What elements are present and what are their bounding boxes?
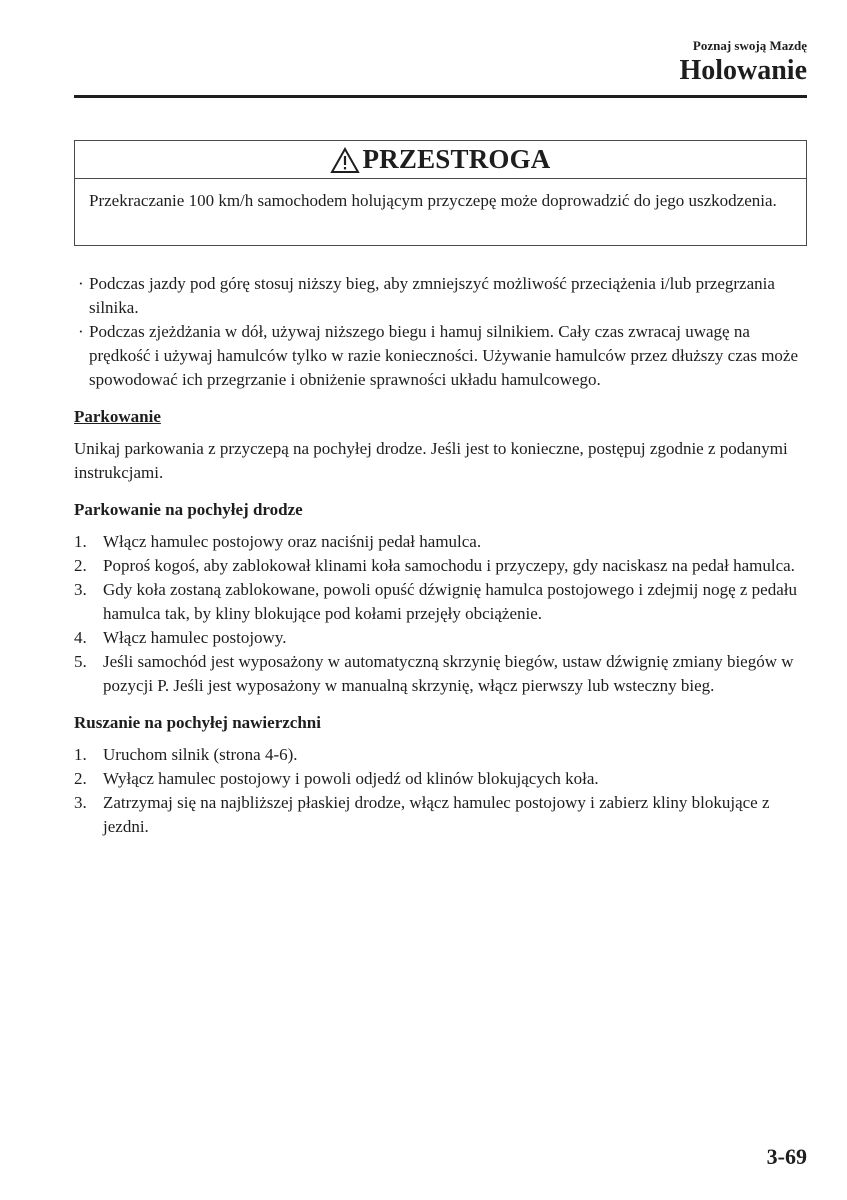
step-number: 2. [74, 556, 87, 575]
step-item [74, 743, 807, 767]
slope-parking-steps [74, 530, 807, 698]
slope-parking-heading: Parkowanie na pochyłej drodze [74, 500, 303, 519]
step-item [74, 767, 807, 791]
chapter-title: Poznaj swoją Mazdę [692, 38, 807, 53]
step-number: 1. [74, 745, 87, 764]
step-number: 3. [74, 580, 87, 599]
step-number: 4. [74, 628, 87, 647]
list-item [74, 320, 807, 392]
slope-start-steps [74, 743, 807, 839]
step-text: Włącz hamulec postojowy. [103, 628, 287, 647]
step-text: Zatrzymaj się na najbliższej płaskiej drodze, włącz hamulec postojowy i zabierz kliny blokujące z jezdni. [103, 793, 770, 836]
section-title: Holowanie [679, 55, 807, 86]
step-text: Poproś kogoś, aby zablokował klinami koła samochodu i przyczepy, gdy naciskasz na pedał hamulca. [103, 556, 795, 575]
step-text: Jeśli samochód jest wyposażony w automatyczną skrzynię biegów, ustaw dźwignię zmiany biegów w pozycji P. Jeśli jest wyposażony w manualną skrzynię, włącz pierwszy lub wsteczny bieg. [103, 652, 794, 695]
step-text: Gdy koła zostaną zablokowane, powoli opuść dźwignię hamulca postojowego i zdejmij nogę z pedału hamulca tak, by kliny blokujące pod kołami przejęły obciążenie. [103, 580, 797, 623]
caution-text: Przekraczanie 100 km/h samochodem holującym przyczepę może doprowadzić do jego uszkodzenia. [89, 191, 777, 210]
step-text: Wyłącz hamulec postojowy i powoli odjedź od klinów blokujących koła. [103, 769, 599, 788]
step-number: 1. [74, 532, 87, 551]
caution-header [75, 141, 806, 179]
step-item [74, 530, 807, 554]
bullet-icon: · [78, 274, 84, 293]
parking-intro: Unikaj parkowania z przyczepą na pochyłej drodze. Jeśli jest to konieczne, postępuj zgodnie z podanymi instrukcjami. [74, 439, 788, 482]
list-item-text: Podczas jazdy pod górę stosuj niższy bieg, aby zmniejszyć możliwość przeciążenia i/lub przegrzania silnika. [89, 274, 775, 317]
step-item [74, 578, 807, 626]
warning-triangle-icon [330, 147, 360, 174]
main-content [74, 272, 807, 839]
step-item [74, 791, 807, 839]
list-item [74, 272, 807, 320]
step-number: 2. [74, 769, 87, 788]
slope-start-heading: Ruszanie na pochyłej nawierzchni [74, 713, 321, 732]
parking-heading: Parkowanie [74, 407, 161, 426]
list-item-text: Podczas zjeżdżania w dół, używaj niższego biegu i hamuj silnikiem. Cały czas zwracaj uwagę na prędkość i używaj hamulców tylko w razie konieczności. Używanie hamulców przez dłuższy czas może spowodować ich przegrzanie i obniżenie sprawności układu hamulcowego. [89, 322, 799, 389]
step-text: Uruchom silnik (strona 4-6). [103, 745, 298, 764]
step-item [74, 554, 807, 578]
step-item [74, 650, 807, 698]
step-item [74, 626, 807, 650]
step-text: Włącz hamulec postojowy oraz naciśnij pedał hamulca. [103, 532, 482, 551]
caution-title: PRZESTROGA [362, 144, 551, 174]
step-number: 3. [74, 793, 87, 812]
page-number: 3-69 [766, 1144, 807, 1169]
header-divider [74, 95, 807, 98]
step-number: 5. [74, 652, 87, 671]
tips-list [74, 272, 807, 392]
caution-box [74, 140, 807, 246]
bullet-icon: · [78, 322, 84, 341]
